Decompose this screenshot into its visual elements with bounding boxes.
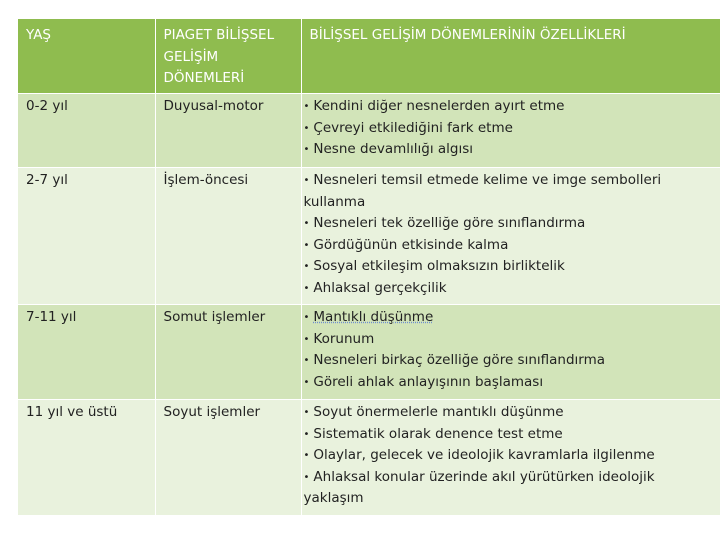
feature-text: Nesneleri temsil etmede kelime ve imge sembolleri kullanma [303, 172, 662, 210]
feature-item [304, 445, 716, 467]
table-header-row [18, 19, 720, 94]
feature-text: Gördüğünün etkisinde kalma [313, 236, 509, 253]
features-cell [301, 168, 720, 305]
bullet-icon: • [303, 144, 310, 155]
bullet-icon: • [303, 407, 310, 418]
features-cell [301, 94, 720, 168]
feature-text: Kendini diğer nesnelerden ayırt etme [313, 98, 565, 114]
feature-text: Olaylar, gelecek ve ideolojik kavramlarla ilgilenme [313, 447, 655, 463]
header-age: YAŞ [18, 19, 155, 94]
feature-text: Sosyal etkileşim olmaksızın birliktelik [313, 258, 565, 274]
feature-item [304, 278, 716, 300]
feature-item [304, 307, 716, 329]
feature-item [304, 139, 716, 161]
bullet-icon: • [303, 428, 310, 440]
features-cell [301, 400, 720, 516]
feature-item [304, 424, 716, 446]
feature-text: Ahlaksal gerçekçilik [313, 279, 447, 296]
bullet-icon: • [303, 261, 310, 272]
age-cell: 11 yıl ve üstü [18, 400, 155, 516]
feature-text: Ahlaksal konular üzerinde akıl yürütürken ideolojik yaklaşım [303, 468, 655, 506]
feature-text: Mantıklı düşünme [313, 309, 434, 325]
bullet-icon: • [303, 376, 310, 388]
feature-item [304, 372, 716, 394]
feature-item [304, 235, 716, 257]
bullet-icon: • [303, 122, 310, 134]
bullet-icon: • [303, 450, 310, 461]
feature-item [304, 213, 716, 235]
table-row [18, 168, 720, 305]
bullet-icon: • [303, 175, 310, 186]
piaget-stages-table-container [18, 19, 720, 516]
table-row [18, 94, 720, 168]
feature-item [304, 402, 716, 424]
feature-text: Nesneleri birkaç özelliğe göre sınıflandırma [313, 352, 606, 368]
feature-text: Nesneleri tek özelliğe göre sınıflandırma [313, 215, 586, 231]
feature-item [304, 467, 716, 510]
stage-cell: İşlem-öncesi [155, 168, 301, 305]
stage-cell: Duyusal-motor [155, 94, 301, 168]
bullet-icon: • [303, 101, 310, 112]
age-cell: 7-11 yıl [18, 305, 155, 400]
age-cell: 2-7 yıl [18, 168, 155, 305]
bullet-icon: • [303, 218, 310, 229]
feature-item [304, 118, 716, 140]
header-stage: PIAGET BİLİŞSEL GELİŞİM DÖNEMLERİ [155, 19, 301, 94]
feature-item [304, 350, 716, 372]
stage-cell: Soyut işlemler [155, 400, 301, 516]
feature-text: Nesne devamlılığı algısı [313, 141, 474, 157]
feature-text: Sistematik olarak denence test etme [313, 425, 563, 442]
feature-item [304, 170, 716, 213]
table-row [18, 305, 720, 400]
stage-cell: Somut işlemler [155, 305, 301, 400]
piaget-stages-table [18, 19, 720, 516]
feature-item [304, 256, 716, 278]
bullet-icon: • [303, 355, 310, 366]
feature-item [304, 329, 716, 351]
feature-text: Çevreyi etkilediğini fark etme [313, 119, 513, 136]
features-cell [301, 305, 720, 400]
feature-text: Soyut önermelerle mantıklı düşünme [313, 404, 564, 420]
bullet-icon: • [303, 312, 310, 323]
feature-item [304, 96, 716, 118]
feature-text: Korunum [313, 330, 375, 347]
bullet-icon: • [303, 333, 310, 345]
bullet-icon: • [303, 239, 310, 251]
age-cell: 0-2 yıl [18, 94, 155, 168]
bullet-icon: • [303, 471, 310, 483]
table-row [18, 400, 720, 516]
feature-text: Göreli ahlak anlayışının başlaması [313, 373, 544, 390]
bullet-icon: • [303, 282, 310, 294]
header-features: BİLİŞSEL GELİŞİM DÖNEMLERİNİN ÖZELLİKLERİ [301, 19, 720, 94]
